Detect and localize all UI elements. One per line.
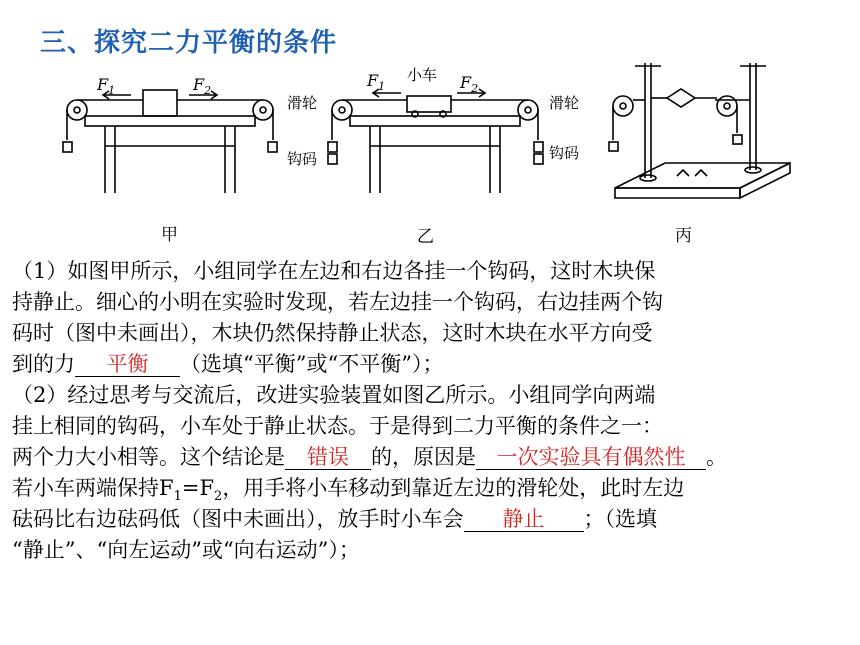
caption-bing: 丙 bbox=[675, 226, 692, 246]
q2-line: 若小车两端保持$F_1=F_2$，用手将小车移动到靠近左边的滑轮处，此时左边 bbox=[12, 476, 685, 505]
q2-line: 两个力大小相等。这个结论是 错误 的，原因是 一次实验具有偶然性 。 bbox=[12, 445, 727, 469]
answer-blank: 错误 bbox=[285, 445, 371, 470]
figure-bing bbox=[609, 63, 790, 198]
question-2 bbox=[12, 380, 847, 566]
q1-line: 到的力 平衡 （选填“平衡”或“不平衡”）； bbox=[12, 352, 444, 376]
svg-text:F1: $F_1$ bbox=[367, 71, 386, 93]
answer-blank: 静止 bbox=[464, 507, 584, 532]
svg-text:钩码: 钩码 bbox=[287, 150, 318, 168]
svg-text:滑轮: 滑轮 bbox=[287, 94, 318, 112]
q2-line: （2）经过思考与交流后，改进实验装置如图乙所示。小组同学向两端 bbox=[12, 383, 656, 407]
caption-jia: 甲 bbox=[161, 225, 178, 245]
page-title: 三、探究二力平衡的条件 bbox=[40, 28, 338, 58]
answer-blank: 一次实验具有偶然性 bbox=[476, 445, 706, 470]
svg-text:小车: 小车 bbox=[407, 66, 438, 84]
q2-line: 挂上相同的钩码，小车处于静止状态。于是得到二力平衡的条件之一： bbox=[12, 414, 663, 438]
q2-line: 砝码比右边砝码低（图中未画出），放手时小车会 静止 ；（选填 bbox=[12, 507, 657, 531]
svg-text:F2: $F_2$ bbox=[193, 75, 212, 97]
caption-yi: 乙 bbox=[417, 227, 434, 247]
svg-text:F1: $F_1$ bbox=[97, 75, 116, 97]
answer-blank: 平衡 bbox=[75, 352, 180, 377]
q1-line: （1）如图甲所示，小组同学在左边和右边各挂一个钩码，这时木块保 bbox=[12, 259, 656, 283]
experiment-figures bbox=[55, 58, 835, 253]
question-1 bbox=[12, 256, 847, 380]
svg-text:F2: $F_2$ bbox=[460, 73, 479, 95]
figure-jia bbox=[63, 90, 277, 193]
q2-line: “静止”、“向左运动”或“向右运动”）； bbox=[12, 538, 360, 562]
svg-text:滑轮: 滑轮 bbox=[549, 94, 580, 112]
svg-text:钩码: 钩码 bbox=[549, 144, 580, 162]
q1-line: 持静止。细心的小明在实验时发现，若左边挂一个钩码，右边挂两个钩 bbox=[12, 290, 663, 314]
q1-line: 码时（图中未画出），木块仍然保持静止状态，这时木块在水平方向受 bbox=[12, 321, 653, 345]
figure-yi bbox=[328, 89, 543, 193]
